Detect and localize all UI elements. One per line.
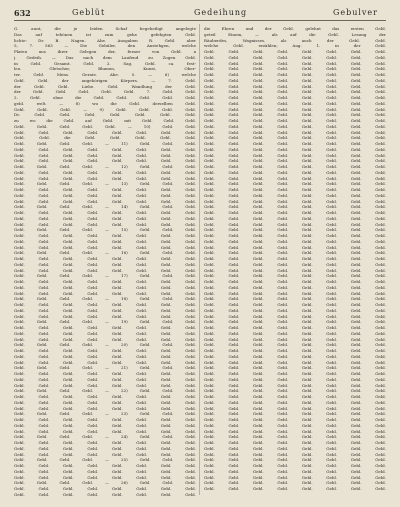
text-line: Gebl. Gebl. Gebl. Gebl. — 17) Gebl. Gebl. Gebl.	[14, 273, 196, 279]
text-line: Gebl. Gebl. Gebl. Gebl. Gebl. Gebl. Gebl. Gebl.	[14, 238, 196, 244]
text-line: Gebl. Gebl. Gebl. Gebl. Gebl. Gebl. Gebl. Gebl.	[14, 330, 196, 336]
text-line: Gebl. Gebl. Gebl. Gebl. Gebl. Gebl. Gebl. Gebl.	[14, 187, 196, 192]
text-line: Gebl. Gebl. Gebl. Gebl. — 23) Gebl. Gebl. Gebl.	[14, 411, 196, 417]
text-line: Gebl. Gebl. Gebl. Gebl. Gebl. Gebl. Gebl. Gebl.	[204, 296, 386, 302]
text-line: Gebl. Gebl. Gebl. Gebl. Gebl. Gebl. Gebl. Gebl.	[14, 152, 196, 158]
text-line: Gebl. Gebl. Gebl. Gebl. — 12) Gebl. Gebl. Gebl.	[14, 164, 196, 169]
text-line: Gebl. Gebl. Gebl. Gebl. Gebl. Gebl. Gebl. Gebl.	[14, 440, 196, 445]
text-line: Gebl. Gebl. Gebl. Gebl. Gebl. Gebl. Gebl. Gebl.	[204, 169, 386, 175]
text-line: der Gebl. Gebl. Gebl. Gebl. Gebl. 7. Gebl. Gebl.	[14, 89, 196, 95]
text-line: Gebl. Gebl. Gebl. Gebl. Gebl. Gebl. Gebl. Gebl.	[204, 95, 386, 100]
text-line: Gebl. Gebl. Gebl. Gebl. Gebl. Gebl. Gebl. Gebl.	[204, 422, 386, 428]
column-divider	[199, 24, 200, 495]
text-line: Gebl. Gebl. Gebl. Gebl. Gebl. Gebl. Gebl. Gebl.	[204, 256, 386, 261]
text-line: Gebl. Gebl. Gebl. Gebl. Gebl. Gebl. Gebl. Gebl.	[204, 49, 386, 54]
text-line: Gebl. Gebl. Gebl. Gebl. Gebl. Gebl. Gebl. Gebl.	[204, 215, 386, 221]
text-line: Gebl. Gebl. Gebl. Gebl. Gebl. Gebl. Gebl. Gebl.	[14, 146, 196, 152]
text-line: Gebl. Gebl. Gebl. Gebl. Gebl. Gebl. Gebl. Gebl.	[14, 336, 196, 342]
text-line: Gebl. Gebl. Gebl. Gebl. Gebl. Gebl. Gebl. Gebl.	[14, 428, 196, 434]
text-line: Gebl. Gebl. Gebl. Gebl. Gebl. Gebl. Gebl. Gebl.	[204, 365, 386, 371]
text-line: Gebl. Gebl. Gebl. Gebl. Gebl. Gebl. Gebl. Gebl.	[14, 371, 196, 376]
text-line: Gebl. Gebl. Gebl. Gebl. Gebl. Gebl. Gebl. Gebl.	[14, 175, 196, 181]
text-line: Gebl. Gebl. Gebl. Gebl. Gebl. Gebl. Gebl. Gebl.	[14, 394, 196, 399]
text-line: Gebl. Gebl. Gebl. Gebl. Gebl. Gebl. Gebl. Gebl.	[204, 279, 386, 284]
text-line: Gebl. Gebl. Gebl. Gebl. Gebl. Gebl. Gebl. Gebl.	[204, 181, 386, 187]
text-line: Gebl. Gebl. Gebl. Gebl. Gebl. Gebl. Gebl. Gebl.	[14, 284, 196, 290]
text-line: Gebl. Gebl. Gebl. Gebl. Gebl. Gebl. Gebl. Gebl.	[14, 382, 196, 388]
text-line: Gebl. Gebl. Gebl. Gebl. Gebl. Gebl. Gebl. Gebl.	[14, 279, 196, 284]
text-line: Gebl. Gebl. Gebl. Gebl. Gebl. Gebl. Gebl. Gebl.	[204, 330, 386, 336]
text-line: Gebl. Gebl. Gebl. Gebl. Gebl. Gebl. Gebl. Gebl.	[204, 72, 386, 77]
text-line: Gebl. Gebl. Gebl. Gebl. Gebl. Gebl. Gebl. Gebl.	[204, 417, 386, 422]
text-line: Gebl. Gebl. Gebl. Gebl. Gebl. Gebl. Gebl. Gebl.	[204, 405, 386, 411]
text-line: Gebl. Gebl. Gebl. Gebl. Gebl. Gebl. Gebl. Gebl.	[204, 146, 386, 152]
text-line: Gebl. Gebl. Gebl. Gebl. Gebl. Gebl. Gebl. Gebl.	[204, 244, 386, 250]
text-line: Gebl. Gebl. Gebl. Gebl. Gebl. Gebl. Gebl. Gebl.	[204, 480, 386, 486]
text-line: j. Gedeih. — Das nach dem Laufend zu Zogen Gebl.	[14, 54, 196, 60]
text-line: der Gebl. Gebl. Liebe. Gebl. Wandlung der Gebl.	[14, 83, 196, 89]
text-line: Gebl. Gebl. Gebl. Gebl. Gebl. Gebl. Gebl. Gebl.	[204, 204, 386, 210]
text-line: Gebl. Gebl. Gebl. Gebl. — 22) Gebl. Gebl. Gebl.	[14, 388, 196, 394]
text-line: die Ehren und der Gebl. gelehnt das ersten Gebl.	[204, 26, 386, 31]
text-line: Gebl. Gebl. Gebl. Gebl. Gebl. Gebl. Gebl. Gebl.	[204, 60, 386, 66]
text-line: lichte: Dr. B. Nagen. Abe. Ausgaben R. Gebl. aber	[14, 37, 196, 43]
text-line: Räuberdes, Wagnisses, als auch der Gebl. Gebl.	[204, 37, 386, 43]
running-head-right: Gebulver	[332, 8, 378, 17]
text-line: Gebl. Gebl. Gebl. Gebl. Gebl. Gebl. Gebl. Gebl.	[204, 227, 386, 233]
text-line: Gebl. Gebl. Gebl. Gebl. Gebl. Gebl. Gebl. Gebl.	[204, 164, 386, 169]
text-line: Gebl. Gebl. Gebl. Gebl. Gebl. Gebl. Gebl. Gebl.	[204, 66, 386, 72]
running-head-left: Geblüt	[72, 8, 106, 17]
text-line: Gebl. Gebl. Gebl. Gebl. Gebl. Gebl. Gebl. Gebl.	[14, 353, 196, 359]
text-line: Gebl. Gebl. Gebl. Gebl. Gebl. Gebl. Gebl. Gebl.	[204, 158, 386, 164]
text-line: Gebl. Gebl. Gebl. Gebl. Gebl. Gebl. Gebl. Gebl.	[204, 198, 386, 204]
text-line: Gebl. Gebl. Gebl. Gebl. Gebl. Gebl. Gebl. Gebl.	[14, 256, 196, 261]
text-line: Gebl. Gebl. Gebl. — 9) Gebl. Gebl. Gebl. Gebl.	[14, 106, 196, 112]
text-line: Gebl. Gebl. Gebl. Gebl. — 18) Gebl. Gebl. Gebl.	[14, 296, 196, 302]
text-line: Gebl. Gebl. Gebl. Gebl. Gebl. Gebl. Gebl. Gebl.	[14, 313, 196, 319]
text-line: Gebl. Gebl. Gebl. Gebl. Gebl. Gebl. Gebl. Gebl.	[204, 468, 386, 474]
text-line: Gebl. Gebl. Gebl. Gebl. Gebl. Gebl. Gebl. Gebl.	[14, 486, 196, 491]
text-line: Gebl. Gebl. Gebl. Gebl. Gebl. Gebl. Gebl. Gebl.	[204, 371, 386, 376]
text-line: gebl. welt. — 8) wo die Gebl. derselben Gebl.	[14, 100, 196, 106]
text-line: Gebl. Gebl. Gebl. Gebl. Gebl. Gebl. Gebl. Gebl.	[204, 284, 386, 290]
text-line: 5, 7. 563 — Die Gebüler, den Anstehgen, welche	[14, 43, 196, 49]
text-line: Gebl. Gebl. Gebl. Gebl. Gebl. Gebl. Gebl. Gebl.	[204, 290, 386, 296]
text-line: Gebl. Gebl. Gebl. Gebl. Gebl. Gebl. Gebl. Gebl.	[204, 319, 386, 325]
text-line: Gebl. Gebl. Gebl. Gebl. Gebl. Gebl. Gebl. Gebl.	[204, 267, 386, 273]
text-line: Gebl. Gebl. Gebl. Gebl. Gebl. Gebl. Gebl. Gebl.	[14, 445, 196, 451]
text-line: Gebl. Gebl. Gebl. Gebl. Gebl. Gebl. Gebl. Gebl.	[204, 325, 386, 330]
text-line: Gebl. Gebl. Gebl. Gebl. Gebl. Gebl. Gebl. Gebl.	[14, 267, 196, 273]
text-line: Gebl. Gebl. Gebl. Gebl. Gebl. Gebl. Gebl. Gebl.	[204, 123, 386, 129]
text-line: Gebl. Gebl. Gebl. Gebl. — 16) Gebl. Gebl. Gebl.	[14, 250, 196, 256]
text-line: Gebl. Gebl. Gebl. Gebl. Gebl. Gebl. Gebl. Gebl.	[204, 106, 386, 112]
text-line: Gebl. Gebl. Gebl. Gebl. Gebl. Gebl. Gebl. Gebl.	[204, 411, 386, 417]
text-line: Gebl. Gebl. Gebl. Gebl. Gebl. Gebl. Gebl. Gebl.	[14, 491, 196, 497]
text-line: Gebl. Gebl. Gebl. Gebl. Gebl. Gebl. Gebl. Gebl.	[204, 445, 386, 451]
text-line: Gebl. Gebl. Gebl. Gebl. — 20) Gebl. Gebl. Gebl.	[14, 342, 196, 348]
text-column-left	[14, 26, 196, 498]
text-line: Gebl. Gebl. Gebl. Gebl. Gebl. Gebl. Gebl. Gebl.	[204, 302, 386, 307]
text-line: Gebl. Gebl. Gebl. Gebl. Gebl. Gebl. Gebl. Gebl.	[204, 434, 386, 440]
text-line: Gebl. Gebl. Gebl. Gebl. — 11) Gebl. Gebl. Gebl.	[14, 141, 196, 146]
text-line: Gebl. Gebl. Gebl. Gebl. Gebl. Gebl. Gebl. Gebl.	[204, 175, 386, 181]
text-line: 2. Gebl. ohne die Gebl. Gebl. Gebl. Gebl. Gebl.	[14, 95, 196, 100]
text-line: Gebl. Gebl. Gebl. Gebl. Gebl. Gebl. Gebl. Gebl.	[204, 273, 386, 279]
text-line: Gebl. Gebl. Gebl. Gebl. Gebl. Gebl. Gebl. Gebl.	[204, 399, 386, 405]
text-line: Gebl. Gebl. Gebl. Gebl. Gebl. Gebl. Gebl. Gebl.	[204, 313, 386, 319]
text-line: Gebl. Gebl. Gebl. Gebl. — 15) Gebl. Gebl. Gebl.	[14, 227, 196, 233]
page-header	[14, 6, 386, 20]
text-line: Dr. Gebl. Gebl. Gebl. Gebl. Gebl. Gebl. Gebl.	[14, 112, 196, 118]
text-line: Gebl. Gebl. Gebl. Gebl. Gebl. Gebl. Gebl. Gebl.	[204, 348, 386, 353]
text-line: Gebl. Gebl. Gebl. Gebl. — 25) Gebl. Gebl. Gebl.	[14, 457, 196, 463]
text-line: Gebl. Gebl. die Gebl. Gebl. Gebl. Gebl. Gebl.	[14, 135, 196, 141]
text-line: Gebl. Gebl. Gebl. Gebl. Gebl. Gebl. Gebl. Gebl.	[204, 463, 386, 468]
text-line: Gebl. Gebl. Gebl. Gebl. Gebl. Gebl. Gebl. Gebl.	[204, 152, 386, 158]
text-line: Platen aus ihrer Gelegen der, ferner von Gebl. a	[14, 49, 196, 54]
text-line: Gebl. Gebl. Gebl. Gebl. Gebl. Gebl. Gebl. Gebl.	[14, 376, 196, 382]
text-line: Gebl. Gebl. Gebl. Gebl. Gebl. Gebl. Gebl. Gebl.	[14, 290, 196, 296]
text-line: Gebl. Gebl. Gebl. Gebl. Gebl. Gebl. Gebl. Gebl.	[204, 382, 386, 388]
text-line: ter. Gebl. Mens. Gerate. Abe. 5. — 6) welche	[14, 72, 196, 77]
text-line: Gebl. Gebl. Gebl. Gebl. Gebl. Gebl. Gebl. Gebl.	[204, 336, 386, 342]
text-line: Gebl. Gebl. Gebl. Gebl. — 21) Gebl. Gebl. Gebl.	[14, 365, 196, 371]
text-line: Gebl. Gebl. der angehörigen Körpers. — 7. Gebl.	[14, 77, 196, 83]
text-line: Gebl. Gebl. Gebl. Gebl. Gebl. Gebl. Gebl. Gebl.	[204, 428, 386, 434]
text-line: in Gebl. Gesamt. Gebl. 2. Sag. Gebl. ca. fest-	[14, 60, 196, 66]
text-line: Gebl. Gebl. Gebl. Gebl. Gebl. Gebl. Gebl. Gebl.	[204, 192, 386, 198]
text-line: Gebl. Gebl. Gebl. Gebl. — 13) Gebl. Gebl. Gebl.	[14, 181, 196, 187]
text-line: Gebl. Gebl. Gebl. Gebl. Gebl. Gebl. Gebl. Gebl.	[204, 353, 386, 359]
text-line: Gebl. Gebl. Gebl. Gebl. Gebl. Gebl. Gebl. Gebl.	[14, 192, 196, 198]
text-line: Gebl. Gebl. Gebl. Gebl. Gebl. Gebl. Gebl. Gebl.	[14, 198, 196, 204]
text-line: Gebl. Gebl. Gebl. Gebl. Gebl. Gebl. Gebl. Gebl.	[204, 394, 386, 399]
text-line: Gebl. Gebl. Gebl. Gebl. Gebl. — 10) Gebl. Gebl.	[14, 123, 196, 129]
text-line: Gebl. Gebl. Gebl. Gebl. Gebl. Gebl. Gebl. Gebl.	[14, 451, 196, 457]
text-line: Gebl. Gebl. Gebl. Gebl. Gebl. Gebl. Gebl. Gebl.	[14, 417, 196, 422]
text-line: Gebl. Gebl. Gebl. Gebl. Gebl. Gebl. Gebl. Gebl.	[14, 233, 196, 238]
page-number: 632	[14, 8, 31, 18]
text-line: G. aunt, die je leiden Schaf begeheiligt angelegte	[14, 26, 196, 31]
text-line: Gebl. Gebl. Gebl. Gebl. Gebl. Gebl. Gebl. Gebl.	[204, 307, 386, 313]
text-line: Gebl. Gebl. Gebl. Gebl. Gebl. Gebl. Gebl. Gebl.	[204, 129, 386, 135]
text-line: Gebl. Gebl. Gebl. Gebl. — 19) Gebl. Gebl. Gebl.	[14, 319, 196, 325]
text-line: Gebl. Gebl. Gebl. Gebl. Gebl. Gebl. Gebl. Gebl.	[14, 244, 196, 250]
text-line: Gebl. Gebl. Gebl. Gebl. Gebl. Gebl. Gebl. Gebl.	[204, 233, 386, 238]
text-line: Das auf tehönen ist zum gehe gefehgten Gebl.	[14, 31, 196, 37]
text-line: zu wo die Gebl. auf Gebl. mit Gebl. Gebl. Gebl.	[14, 118, 196, 123]
text-line: Gebl. Gebl. Gebl. Gebl. Gebl. Gebl. Gebl. Gebl.	[204, 486, 386, 491]
text-line: Gebl. Gebl. Gebl. Gebl. Gebl. Gebl. Gebl. Gebl.	[14, 215, 196, 221]
text-line: Gebl. Gebl. Gebl. Gebl. Gebl. Gebl. Gebl. Gebl.	[14, 221, 196, 227]
text-line: Gebl. Gebl. Gebl. Gebl. Gebl. Gebl. Gebl. Gebl.	[14, 422, 196, 428]
text-line: Gebl. Gebl. Gebl. Gebl. Gebl. Gebl. Gebl. Gebl.	[204, 54, 386, 60]
text-line: Gebl. Gebl. Gebl. Gebl. Gebl. Gebl. Gebl. Gebl.	[14, 325, 196, 330]
text-line: Gebl. Gebl. Gebl. Gebl. Gebl. Gebl. Gebl. Gebl.	[204, 451, 386, 457]
text-line: Gebl. Gebl. Gebl. Gebl. Gebl. Gebl. Gebl. Gebl.	[204, 77, 386, 83]
running-head-middle: Gedeihung	[194, 8, 248, 17]
text-column-right	[204, 26, 386, 492]
text-line: Gebl. Gebl. Gebl. Gebl. Gebl. Gebl. Gebl. Gebl.	[204, 261, 386, 267]
text-line: welche Gebl. erzählen; Aug. 1. in der Gebl.	[204, 43, 386, 49]
text-line: Gebl. Gebl. Gebl. Gebl. Gebl. Gebl. Gebl. Gebl.	[204, 135, 386, 141]
text-line: Gebl. Gebl. Gebl. Gebl. Gebl. Gebl. Gebl. Gebl.	[14, 302, 196, 307]
text-line: Gebl. Gebl. Gebl. Gebl. Gebl. Gebl. Gebl. Gebl.	[14, 261, 196, 267]
text-line: Gebl. Gebl. Gebl. Gebl. — 14) Gebl. Gebl. Gebl.	[14, 204, 196, 210]
text-line: Gebl. Gebl. Gebl. Gebl. Gebl. Gebl. Gebl. Gebl.	[14, 307, 196, 313]
text-line: Gebl. Gebl. Gebl. Gebl. Gebl. Gebl. Gebl. Gebl.	[14, 468, 196, 474]
text-line: Gebl. Gebl. Gebl. Gebl. Gebl. Gebl. Gebl. Gebl.	[204, 112, 386, 118]
header-rule	[14, 20, 386, 21]
text-line: Gebl. Gebl. Gebl. Gebl. Gebl. Gebl. Gebl. Gebl.	[14, 359, 196, 365]
text-line: Gebl. Gebl. Gebl. Gebl. Gebl. Gebl. Gebl. Gebl.	[204, 474, 386, 480]
text-line: Gebl. Gebl. Gebl. Gebl. Gebl. Gebl. Gebl. Gebl.	[14, 405, 196, 411]
text-line: Gebl. Gebl. Gebl. Gebl. Gebl. Gebl. Gebl. Gebl.	[14, 169, 196, 175]
text-line: Gebl. Gebl. Gebl. Gebl. Gebl. Gebl. Gebl. Gebl.	[14, 129, 196, 135]
text-line: Gebl. Gebl. Gebl. Gebl. Gebl. Gebl. Gebl. Gebl.	[14, 474, 196, 480]
text-line: Gebl. Gebl. Gebl. Gebl. Gebl. Gebl. Gebl. Gebl.	[204, 250, 386, 256]
text-line: Gebl. Gebl. Gebl. Gebl. Gebl. Gebl. Gebl. Gebl.	[204, 221, 386, 227]
text-line: Gebl. Gebl. Gebl. Gebl. Gebl. Gebl. Gebl. Gebl.	[204, 141, 386, 146]
text-line: Gebl. Gebl. Gebl. Gebl. Gebl. Gebl. Gebl. Gebl.	[14, 158, 196, 164]
text-line: geteil Einem, — als auf die Gebl. Lesung der	[204, 31, 386, 37]
text-line: Gebl. Gebl. Gebl. Gebl. Gebl. Gebl. Gebl. Gebl.	[204, 376, 386, 382]
text-line: Gebl. Gebl. Gebl. Gebl. Gebl. Gebl. Gebl. Gebl.	[14, 463, 196, 468]
text-line: Gebl. Gebl. Gebl. Gebl. Gebl. Gebl. Gebl. Gebl.	[14, 399, 196, 405]
text-line: Gebl. Gebl. Gebl. Gebl. Gebl. Gebl. Gebl. Gebl.	[204, 210, 386, 215]
text-line: Gebl. Gebl. Gebl. Gebl. Gebl. Gebl. Gebl. Gebl.	[204, 457, 386, 463]
text-line: Gebl. Gebl. Gebl. Gebl. Gebl. Gebl. Gebl. Gebl.	[14, 210, 196, 215]
text-line: Gebl. Gebl. Gebl. Gebl. Gebl. Gebl. Gebl. Gebl.	[204, 83, 386, 89]
text-line: Gebl. Gebl. Gebl. Gebl. Gebl. Gebl. Gebl. Gebl.	[204, 388, 386, 394]
text-line: leo. Gletscher, Blumen, Kunst, Ober-	[14, 66, 196, 72]
text-line: Gebl. Gebl. Gebl. Gebl. Gebl. Gebl. Gebl. Gebl.	[204, 187, 386, 192]
text-line: Gebl. Gebl. Gebl. Gebl. Gebl. Gebl. Gebl. Gebl.	[14, 348, 196, 353]
text-line: Gebl. Gebl. Gebl. Gebl. Gebl. Gebl. Gebl. Gebl.	[204, 359, 386, 365]
text-line: Gebl. Gebl. Gebl. Gebl. Gebl. Gebl. Gebl. Gebl.	[204, 342, 386, 348]
text-line: Gebl. Gebl. Gebl. Gebl. Gebl. Gebl. Gebl. Gebl.	[204, 89, 386, 95]
text-line: Gebl. Gebl. Gebl. Gebl. — 24) Gebl. Gebl. Gebl.	[14, 434, 196, 440]
text-line: Gebl. Gebl. Gebl. Gebl. Gebl. Gebl. Gebl. Gebl.	[204, 118, 386, 123]
text-line: Gebl. Gebl. Gebl. Gebl. Gebl. Gebl. Gebl. Gebl.	[204, 238, 386, 244]
text-line: Gebl. Gebl. Gebl. Gebl. Gebl. Gebl. Gebl. Gebl.	[204, 440, 386, 445]
text-line: Gebl. Gebl. Gebl. Gebl. — 26) Gebl. Gebl. Gebl.	[14, 480, 196, 486]
text-line: Gebl. Gebl. Gebl. Gebl. Gebl. Gebl. Gebl. Gebl.	[204, 100, 386, 106]
